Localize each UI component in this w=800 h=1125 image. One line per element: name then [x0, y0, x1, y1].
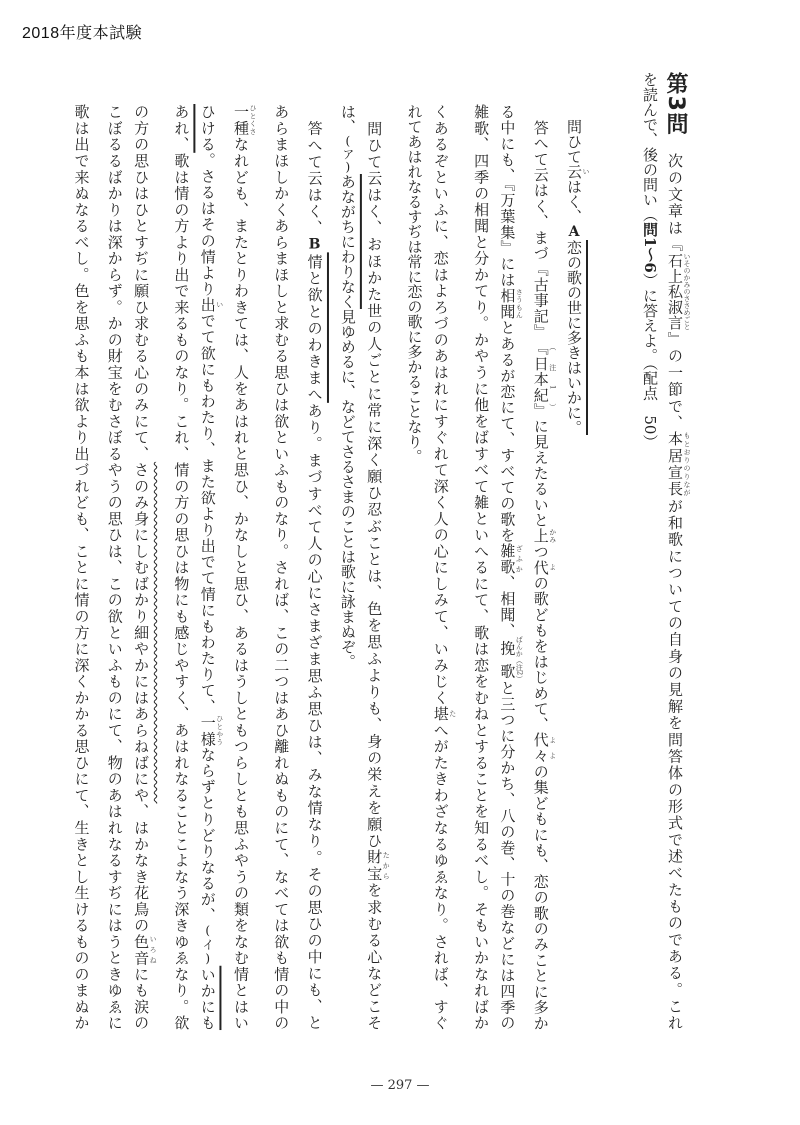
- text-segment: くあるぞといふに、恋はよろづのあはれにすぐれて深く人の心にしみて、いみじく: [431, 104, 450, 706]
- ruby-text: [431, 705, 457, 723]
- furigana: ひとくさ: [249, 104, 257, 136]
- text-segment: へがたきわざなるゆゑなり。されば、すぐ: [431, 722, 450, 1031]
- text-segment: 雑歌: [498, 543, 517, 575]
- text-column: [498, 104, 524, 1031]
- text-segment: 問ひて: [565, 104, 583, 164]
- text-column: [104, 104, 124, 1030]
- underlined-passage: あれ、: [172, 104, 191, 153]
- furigana: ばんか（注2）: [515, 635, 524, 683]
- ruby-text: [198, 714, 224, 747]
- text-segment: 本居宣長: [666, 431, 684, 499]
- text-segment: 財宝: [365, 849, 384, 883]
- text-column: [470, 104, 490, 1030]
- furigana: よよ: [548, 732, 557, 764]
- text-segment: あらまほしかくあらまほしと求むる思ひは欲といふものなり。されば、この二つはあひ離れぬものにて、なべては欲も情の中の: [272, 104, 291, 1030]
- text-segment: 『日本紀』: [531, 339, 550, 419]
- furigana: い: [215, 296, 224, 312]
- furigana: ひとやう: [215, 714, 224, 746]
- text-column: [232, 104, 257, 1031]
- ruby-text: [531, 528, 557, 544]
- furigana: たから: [382, 849, 391, 881]
- text-segment: は、: [338, 104, 357, 134]
- ruby-text: [666, 252, 691, 330]
- ruby-text: [132, 933, 158, 967]
- furigana: いろね: [149, 933, 158, 965]
- ruby-text: [531, 732, 557, 764]
- text-segment: 雑歌、四季の相聞と分かてり。かやうに他をばすべて雑といへるにて、歌は恋をむねとすることを知るべし。そもいかなればか: [472, 104, 491, 1030]
- text-segment: が和歌についての自身の見解を問答体の形式で述べたものである。これ: [666, 498, 684, 1031]
- text-column: [365, 104, 391, 1031]
- text-column: [132, 104, 158, 1031]
- text-segment: なれども、またとりわきては、人をあはれと思ひ、かなしと思ひ、あるはうしともつらしとも思ふやうの類をなむ情とはい: [232, 136, 250, 1031]
- ruby-text: [498, 543, 524, 575]
- text-segment: 相聞: [498, 287, 517, 320]
- text-segment: あり。まづすべて人の心にさまざま思ふ思ひは、みな情なり。その思ひの中にも、と: [305, 402, 324, 1031]
- ruby-text: [565, 164, 590, 179]
- text-segment: 出: [198, 296, 217, 313]
- exam-year-header: 2018年度本試験: [22, 25, 143, 42]
- text-segment: こぼるるばかりは深からず。かの財宝をむさぼるやうの思ひは、この欲といふものにて、物のあはれなるすぢにはうときゆゑに: [105, 104, 124, 1030]
- passage-label: A: [566, 224, 582, 240]
- text-segment: る中にも、『万葉集』には: [498, 104, 517, 288]
- page-number: — 297 —: [370, 1078, 430, 1093]
- furigana: た: [448, 705, 457, 721]
- ruby-text: [531, 559, 557, 576]
- furigana: かみ: [548, 528, 557, 544]
- text-segment: 一様: [198, 714, 217, 747]
- text-segment: 代々: [531, 732, 550, 764]
- text-segment: 問ひて云はく、おほかた世の人ごとに常に深く願ひ忍ぶことは、色を思ふよりも、身の栄えを願ひ: [365, 104, 384, 850]
- furigana: もとおりのりなが: [683, 431, 691, 497]
- text-segment: の歌どもをはじめて、: [531, 575, 550, 733]
- text-segment: でて欲にもわたり、また欲より出でて情にもわたりて、: [198, 312, 217, 715]
- instruction-column: [639, 72, 659, 1030]
- furigana: （注1）: [548, 339, 557, 418]
- text-segment: ならずとりどりなるが、: [198, 746, 217, 924]
- text-segment: 答へて云はく、: [305, 104, 324, 237]
- text-segment: 堪: [431, 705, 450, 723]
- text-segment: 答へて云はく、まづ『古事記』: [531, 104, 550, 340]
- text-segment: 石上私淑言: [666, 252, 684, 330]
- text-segment: の集どもにも、恋の歌のみことに多か: [531, 763, 550, 1031]
- text-segment: れてあはれなるすぢは常に恋の歌に多かることなり。: [405, 104, 424, 464]
- text-column: [404, 104, 424, 1030]
- ruby-text: [198, 296, 224, 313]
- passage-marker: (イ): [200, 923, 215, 966]
- text-segment: ）に答えよ。（配点 50）: [641, 272, 659, 450]
- passage-marker: (ア): [340, 134, 355, 174]
- text-column: [198, 104, 224, 1031]
- text-segment: 見ゆめるに、などてさるさまのことは歌に詠まぬぞ。: [338, 309, 357, 669]
- underlined-passage: 情と欲とのわきまへ: [305, 252, 324, 403]
- ruby-text: [498, 287, 524, 320]
- passage-label: B: [306, 236, 323, 253]
- text-segment: と三つに分かち、八の巻、十の巻などには四季の: [498, 679, 517, 1031]
- text-segment: 歌は出で来ぬなるべし。色を思ふも本は欲より出づれども、ことに情の方に深くかかる思ひにて、生きとし生けるもののまぬか: [72, 104, 91, 1030]
- text-segment: はく、: [565, 179, 583, 224]
- text-segment: 歌は情の方より出で来るものなり。これ、情の方の思ひは物にも感じやすく、あはれなることこよなう深きゆゑなり。欲: [172, 152, 191, 1031]
- ruby-text: [666, 431, 691, 499]
- furigana: いそのかみのささめごと: [683, 252, 691, 330]
- text-segment: とあるが恋にて、すべての歌を: [498, 319, 517, 544]
- text-column: [431, 104, 457, 1031]
- text-column: [304, 104, 324, 1030]
- text-segment: 云: [565, 164, 583, 179]
- furigana: よ: [548, 559, 557, 575]
- text-column: [270, 104, 290, 1030]
- ruby-text: [232, 104, 257, 137]
- instruction-column: [663, 72, 691, 1031]
- ruby-text: [365, 849, 391, 883]
- furigana: さうもん: [515, 287, 524, 319]
- text-segment: ひける。さるはその情より: [198, 104, 217, 297]
- text-segment: 一種: [232, 104, 250, 137]
- text-segment: 、相聞、: [498, 574, 517, 639]
- text-segment: にも涙の: [132, 966, 151, 1031]
- text-segment: 』の一節で、: [666, 329, 684, 432]
- text-segment: 色音: [132, 933, 151, 967]
- text-column: [337, 104, 357, 1030]
- ruby-text: [531, 339, 557, 419]
- text-segment: 上: [531, 528, 550, 544]
- text-segment: 挽歌: [498, 635, 517, 683]
- furigana: ざふか: [515, 543, 524, 575]
- underlined-passage: 恋の歌の世に多きはいかに。: [565, 240, 583, 435]
- text-segment: 次の文章は『: [666, 136, 684, 254]
- underlined-passage: あながちにわりなく: [338, 174, 357, 309]
- text-segment: つ: [531, 543, 550, 560]
- text-segment: を読んで、後の問い（: [641, 72, 659, 222]
- ruby-text: [498, 635, 524, 683]
- text-column: [170, 104, 190, 1030]
- text-column: [531, 104, 557, 1031]
- text-column: [565, 104, 590, 1030]
- question-number: 第3問: [663, 72, 688, 137]
- text-segment: を求むる心などこそ: [365, 882, 384, 1031]
- wavy-underlined-passage: さのみ身にしむばかり細やかにはあらねばにや: [132, 461, 151, 804]
- bold-text: 問1〜6: [641, 222, 659, 273]
- text-segment: の方の思ひはひとすぢに願ひ求むる心のみにて、: [132, 104, 151, 462]
- underlined-passage: いかにも: [198, 965, 217, 1031]
- text-segment: 、はかなき花鳥の: [132, 803, 151, 934]
- furigana: い: [582, 164, 590, 179]
- text-segment: に見えたるいと: [531, 418, 550, 529]
- text-segment: 代: [531, 559, 550, 576]
- text-column: [71, 104, 91, 1030]
